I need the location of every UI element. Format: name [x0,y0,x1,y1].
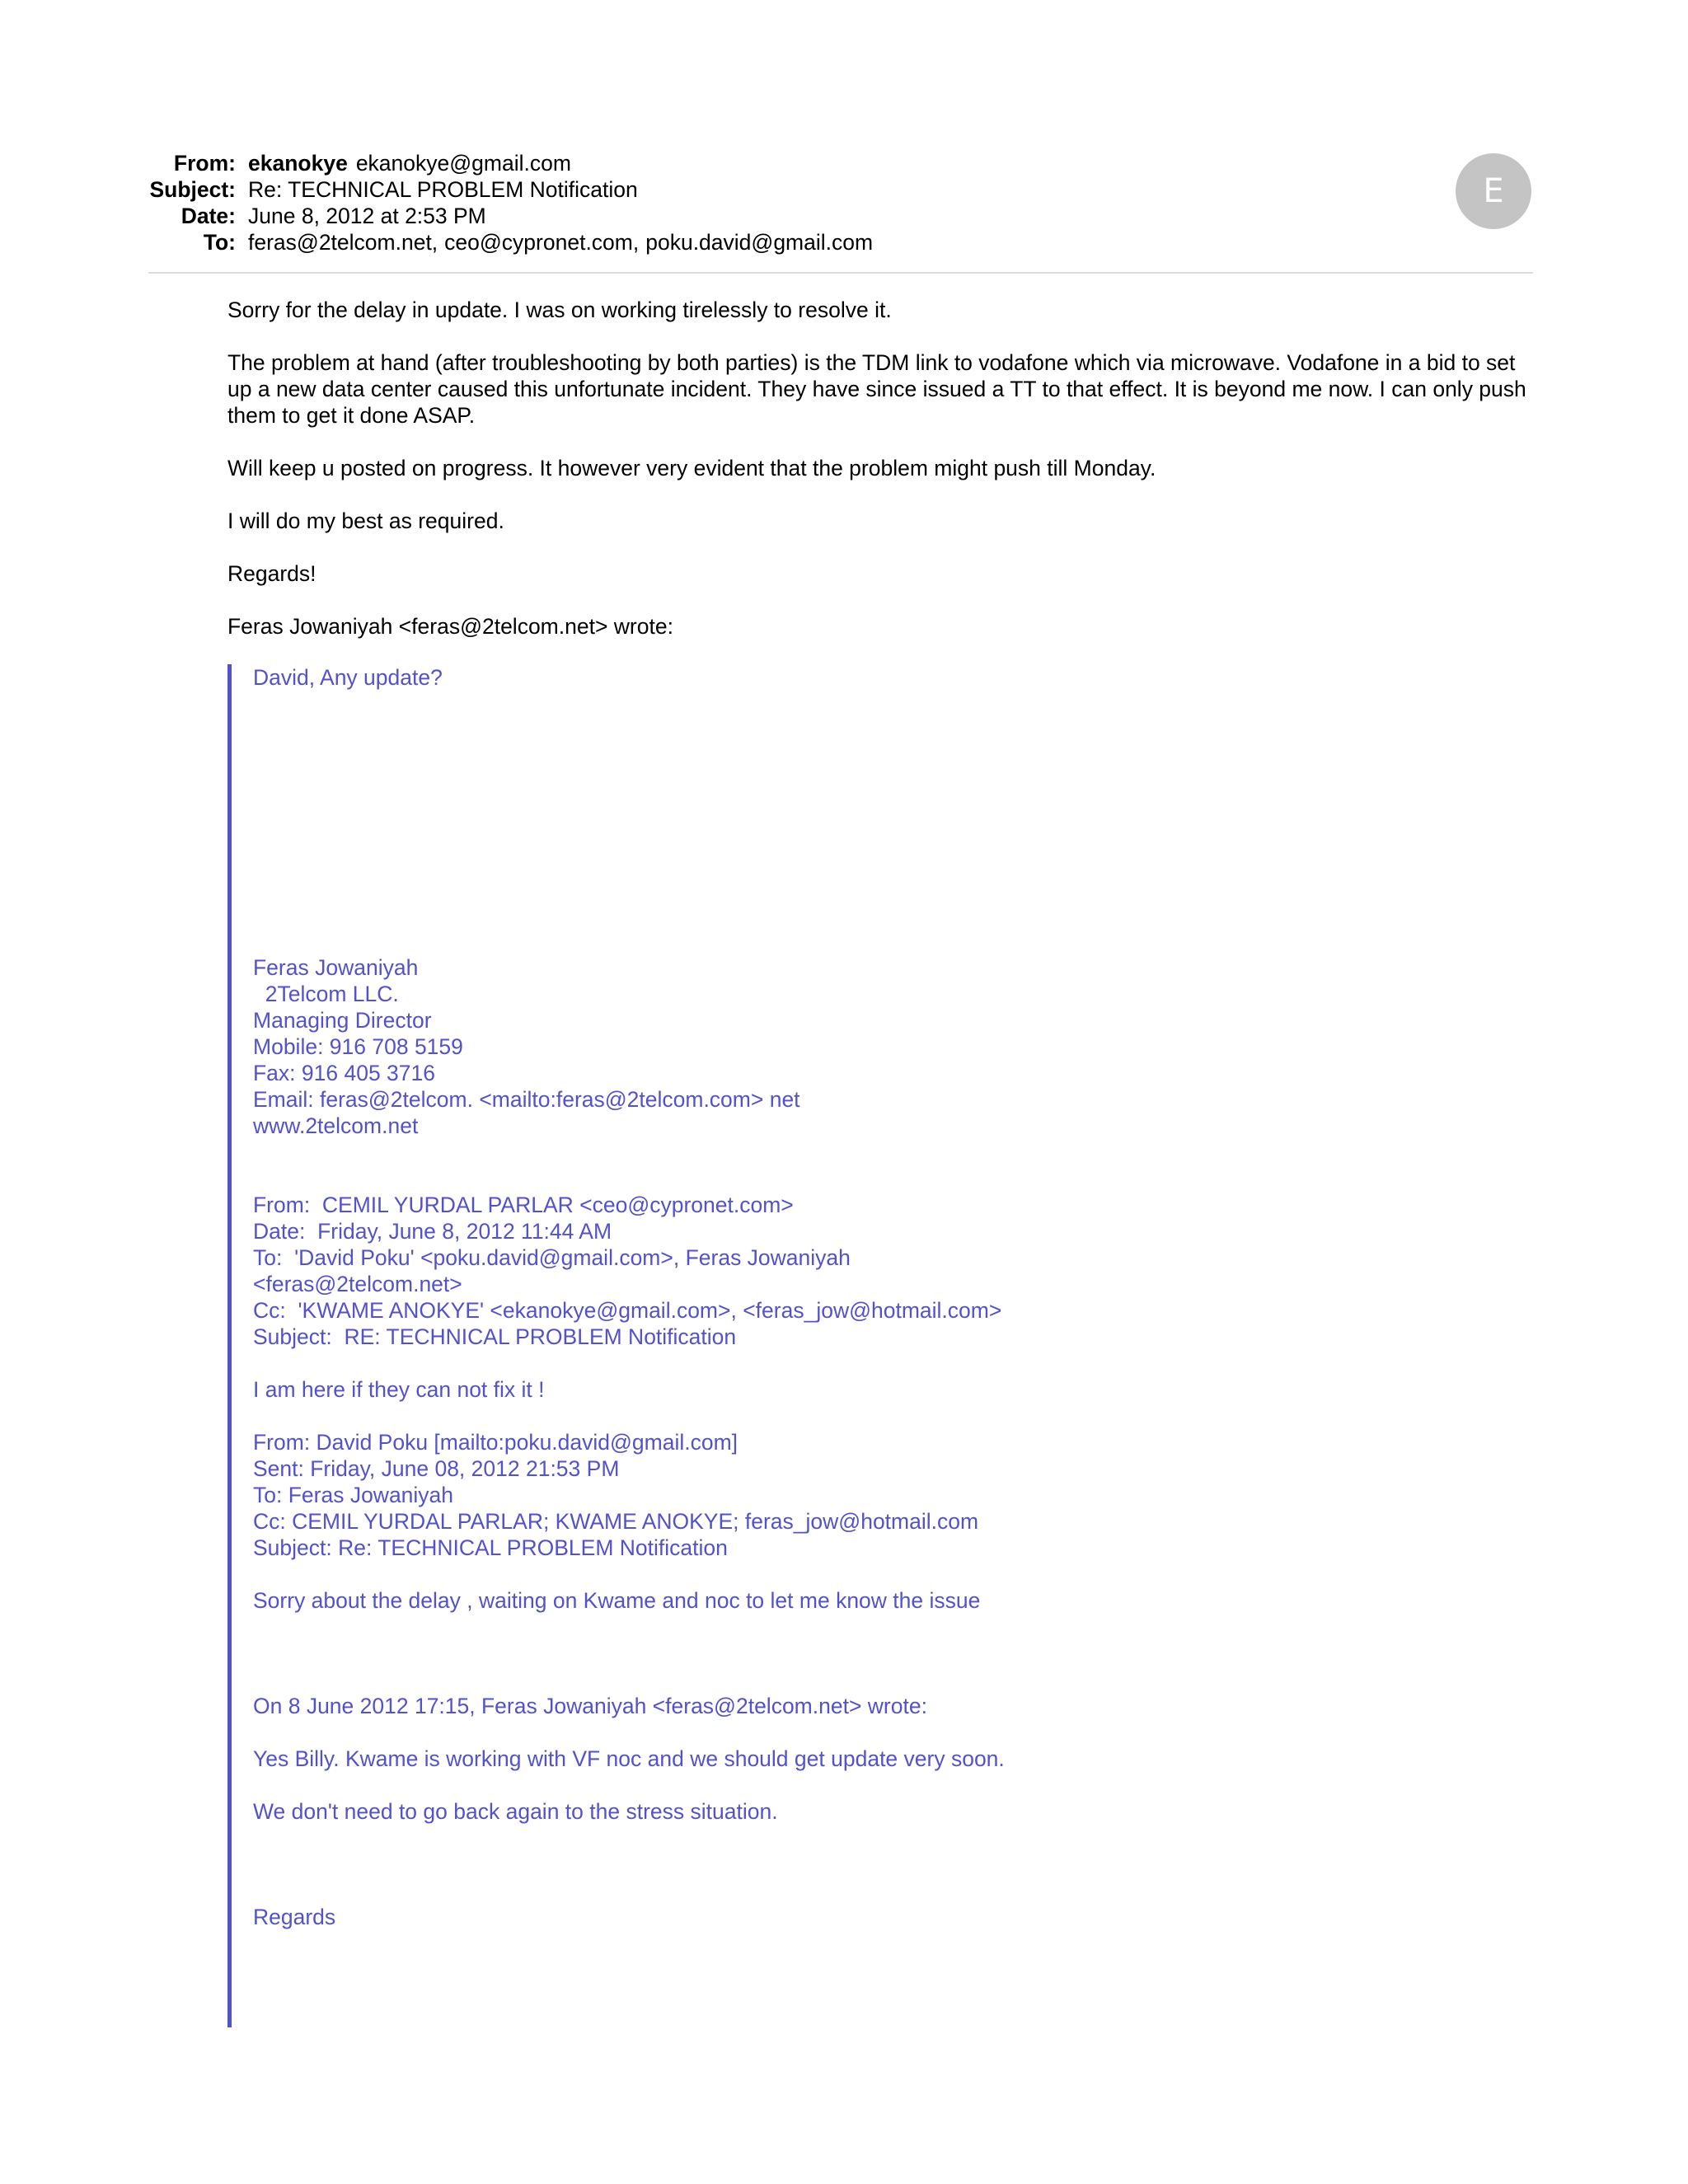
quoted-line: Date: Friday, June 8, 2012 11:44 AM [253,1219,612,1244]
body-paragraph: The problem at hand (after troubleshooting by both parties) is the TDM link to vodafone which via microwave. Vodafone in a bid to set up a new data center caused this unfortunate incident. They have since issued a TT to that effect. It is beyond me now. I can only push them to get it done ASAP. [227,350,1526,428]
quoted-line [253,1640,1456,1666]
quoted-line: We don't need to go back again to the stress situation. [253,1799,778,1824]
quoted-line: www.2telcom.net [253,1113,419,1138]
quoted-line [253,1139,1456,1165]
body-paragraph: Regards! [227,561,316,586]
quoted-line [253,1825,1456,1851]
quoted-line: I am here if they can not fix it ! [253,1377,545,1402]
quoted-line [253,1561,1456,1587]
from-label: From: [173,151,236,176]
quoted-line: Regards [253,1905,336,1929]
quoted-line: Sent: Friday, June 08, 2012 21:53 PM [253,1456,620,1481]
avatar: E [1456,153,1531,229]
message-body [227,297,1538,666]
quoted-line: 2Telcom LLC. [253,982,399,1006]
quote-attribution: Feras Jowaniyah <feras@2telcom.net> wrote: [227,614,673,639]
quoted-line [253,717,1456,743]
quoted-line [253,902,1456,928]
quoted-message [227,664,1468,2027]
header-divider [148,272,1533,274]
quoted-line: From: David Poku [mailto:poku.david@gmail.com] [253,1430,738,1455]
date-value: June 8, 2012 at 2:53 PM [248,204,486,228]
quoted-line: Sorry about the delay , waiting on Kwame and noc to let me know the issue [253,1588,981,1613]
quoted-line: Email: feras@2telcom. <mailto:feras@2telcom.com> net [253,1087,800,1112]
quoted-line [253,1666,1456,1693]
quoted-line [253,823,1456,849]
subject-row [0,176,1688,203]
sender-email[interactable]: ekanokye@gmail.com [355,151,571,176]
quoted-line [253,1350,1456,1376]
quoted-line [253,1403,1456,1429]
quoted-line [253,691,1456,717]
quoted-text [253,664,1456,1930]
quoted-line [253,1772,1456,1798]
to-value [248,229,873,255]
quoted-line [253,770,1456,796]
date-label: Date: [181,204,236,228]
from-row [0,150,1688,176]
to-row [0,229,1688,255]
date-row [0,203,1688,229]
quoted-line [253,1877,1456,1904]
body-paragraph: Will keep u posted on progress. It however very evident that the problem might push till Monday. [227,456,1156,480]
quoted-line: Cc: 'KWAME ANOKYE' <ekanokye@gmail.com>, <feras_jow@hotmail.com> [253,1298,1002,1323]
recipient-2[interactable]: ceo@cypronet.com, [444,230,640,255]
from-value [248,150,571,176]
quoted-line [253,1851,1456,1877]
subject-value: Re: TECHNICAL PROBLEM Notification [248,177,638,202]
quoted-line: Cc: CEMIL YURDAL PARLAR; KWAME ANOKYE; feras_jow@hotmail.com [253,1509,979,1534]
quoted-line: Fax: 916 405 3716 [253,1061,436,1085]
quoted-line: To: 'David Poku' <poku.david@gmail.com>, Feras Jowaniyah [253,1245,851,1270]
recipient-1[interactable]: feras@2telcom.net, [248,230,438,255]
quoted-line [253,1165,1456,1192]
quoted-line: David, Any update? [253,665,443,690]
quoted-line: From: CEMIL YURDAL PARLAR <ceo@cypronet.com> [253,1193,794,1217]
quoted-line: On 8 June 2012 17:15, Feras Jowaniyah <feras@2telcom.net> wrote: [253,1694,927,1718]
quoted-line: Mobile: 916 708 5159 [253,1034,463,1059]
body-paragraph: Sorry for the delay in update. I was on working tirelessly to resolve it. [227,298,892,322]
quoted-line: Feras Jowaniyah [253,955,419,980]
quoted-line [253,1614,1456,1640]
quoted-line: Subject: RE: TECHNICAL PROBLEM Notification [253,1324,737,1349]
subject-label: Subject: [149,177,236,202]
to-label: To: [203,230,236,255]
quoted-line [253,1719,1456,1746]
body-paragraph: I will do my best as required. [227,509,504,533]
sender-name: ekanokye [248,151,348,176]
recipient-3[interactable]: poku.david@gmail.com [645,230,874,255]
quoted-line [253,928,1456,954]
email-header [0,150,1688,255]
quoted-line: Yes Billy. Kwame is working with VF noc and we should get update very soon. [253,1746,1005,1771]
quoted-line: Subject: Re: TECHNICAL PROBLEM Notification [253,1535,728,1560]
quoted-line [253,875,1456,902]
quoted-line [253,796,1456,823]
quoted-line [253,743,1456,770]
quoted-line: Managing Director [253,1008,432,1033]
quoted-line [253,849,1456,875]
quoted-line: <feras@2telcom.net> [253,1272,462,1296]
quoted-line: To: Feras Jowaniyah [253,1483,454,1507]
